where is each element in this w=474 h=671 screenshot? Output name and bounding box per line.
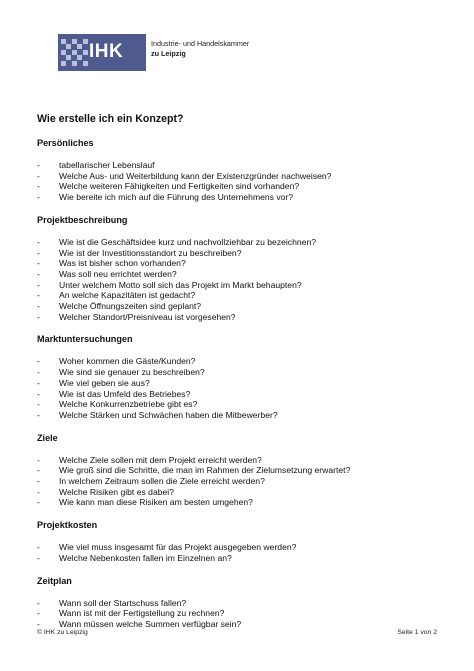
list-item-text: Wie groß sind die Schritte, die man im Rahmen der Zielumsetzung erwartet? xyxy=(59,465,351,476)
logo-line-2: zu Leipzig xyxy=(151,49,186,58)
bullet-dash: - xyxy=(37,476,40,487)
section xyxy=(37,214,447,323)
list-item xyxy=(37,378,447,389)
list-item xyxy=(37,455,447,466)
list-item-text: Wie viel muss insgesamt für das Projekt ausgegeben werden? xyxy=(59,542,297,553)
list-item-text: Welche Konkurrenzbetriebe gibt es? xyxy=(59,399,198,410)
list-item xyxy=(37,301,447,312)
list-item xyxy=(37,269,447,280)
list-item xyxy=(37,399,447,410)
bullet-dash: - xyxy=(37,388,40,399)
bullet-dash: - xyxy=(37,356,40,367)
list-item-text: Wann soll der Startschuss fallen? xyxy=(59,597,187,608)
list-item-text: Welche weiteren Fähigkeiten und Fertigkeiten sind vorhanden? xyxy=(59,181,300,192)
list-item xyxy=(37,312,447,323)
list-item-text: Welcher Standort/Preisniveau ist vorgesehen? xyxy=(59,311,236,322)
bullet-dash: - xyxy=(37,247,40,258)
bullet-list xyxy=(37,598,447,630)
list-item xyxy=(37,258,447,269)
list-item-text: Welche Aus- und Weiterbildung kann der Existenzgründer nachweisen? xyxy=(59,170,332,181)
ihk-logo-mark xyxy=(58,34,146,71)
list-item xyxy=(37,280,447,291)
bullet-dash: - xyxy=(37,454,40,465)
section-heading: Marktuntersuchungen xyxy=(37,334,133,345)
section xyxy=(37,432,447,509)
bullet-list xyxy=(37,237,447,323)
list-item xyxy=(37,248,447,259)
list-item xyxy=(37,497,447,508)
bullet-dash: - xyxy=(37,465,40,476)
list-item-text: Was ist bisher schon vorhanden? xyxy=(59,258,186,269)
list-item-text: Wann müssen welche Summen verfügbar sein? xyxy=(59,618,242,629)
list-item xyxy=(37,389,447,400)
bullet-dash: - xyxy=(37,192,40,203)
list-item-text: In welchem Zeitraum sollen die Ziele erreicht werden? xyxy=(59,476,265,487)
list-item-text: Wie ist das Umfeld des Betriebes? xyxy=(59,388,191,399)
list-item-text: Wie kann man diese Risiken am besten umgehen? xyxy=(59,497,253,508)
bullet-dash: - xyxy=(37,542,40,553)
list-item-text: Wie viel geben sie aus? xyxy=(59,377,150,388)
list-item xyxy=(37,171,447,182)
page-footer xyxy=(37,629,437,636)
bullet-list xyxy=(37,356,447,420)
ihk-logo xyxy=(58,34,258,71)
bullet-dash: - xyxy=(37,618,40,629)
bullet-list xyxy=(37,160,447,203)
list-item-text: Wann ist mit der Fertigstellung zu rechnen? xyxy=(59,608,225,619)
bullet-dash: - xyxy=(37,486,40,497)
list-item-text: Unter welchem Motto soll sich das Projekt im Markt behaupten? xyxy=(59,279,302,290)
bullet-dash: - xyxy=(37,258,40,269)
document-body xyxy=(37,112,447,630)
list-item xyxy=(37,608,447,619)
bullet-dash: - xyxy=(37,597,40,608)
bullet-dash: - xyxy=(37,399,40,410)
bullet-dash: - xyxy=(37,367,40,378)
section xyxy=(37,519,447,563)
list-item xyxy=(37,465,447,476)
bullet-dash: - xyxy=(37,377,40,388)
list-item xyxy=(37,410,447,421)
bullet-dash: - xyxy=(37,268,40,279)
section-heading: Zeitplan xyxy=(37,575,72,586)
list-item-text: Wie ist die Geschäftsidee kurz und nachvollziehbar zu bezeichnen? xyxy=(59,236,317,247)
footer-page-number: Seite 1 von 2 xyxy=(397,629,437,636)
list-item xyxy=(37,598,447,609)
list-item-text: An welche Kapazitäten ist gedacht? xyxy=(59,290,196,301)
list-item xyxy=(37,356,447,367)
bullet-dash: - xyxy=(37,236,40,247)
bullet-dash: - xyxy=(37,409,40,420)
section-heading: Projektkosten xyxy=(37,520,98,531)
bullet-dash: - xyxy=(37,552,40,563)
section xyxy=(37,575,447,630)
list-item-text: Was soll neu errichtet werden? xyxy=(59,268,177,279)
footer-copyright: © IHK zu Leipzig xyxy=(37,629,88,636)
list-item xyxy=(37,476,447,487)
section xyxy=(37,333,447,420)
list-item xyxy=(37,290,447,301)
list-item xyxy=(37,192,447,203)
list-item-text: Welche Öffnungszeiten sind geplant? xyxy=(59,301,202,312)
logo-organization-name xyxy=(151,39,249,59)
bullet-list xyxy=(37,542,447,563)
section-heading: Projektbeschreibung xyxy=(37,214,128,225)
logo-line-1: Industrie- und Handelskammer xyxy=(151,39,250,48)
logo-wordmark: IHK xyxy=(89,41,124,62)
list-item-text: Welche Nebenkosten fallen im Einzelnen an? xyxy=(59,552,232,563)
bullet-dash: - xyxy=(37,608,40,619)
bullet-dash: - xyxy=(37,170,40,181)
list-item-text: Wie ist der Investitionsstandort zu beschreiben? xyxy=(59,247,242,258)
list-item xyxy=(37,553,447,564)
list-item-text: Welche Stärken und Schwächen haben die Mitbewerber? xyxy=(59,409,278,420)
list-item xyxy=(37,160,447,171)
bullet-dash: - xyxy=(37,279,40,290)
bullet-dash: - xyxy=(37,160,40,170)
bullet-dash: - xyxy=(37,311,40,322)
document-title: Wie erstelle ich ein Konzept? xyxy=(37,113,184,125)
section xyxy=(37,137,447,203)
bullet-dash: - xyxy=(37,290,40,301)
list-item xyxy=(37,487,447,498)
list-item-text: Welche Ziele sollen mit dem Projekt erreicht werden? xyxy=(59,454,262,465)
list-item xyxy=(37,542,447,553)
logo-grid-icon xyxy=(61,39,88,66)
list-item xyxy=(37,367,447,378)
list-item-text: Wie bereite ich mich auf die Führung des Unternehmens vor? xyxy=(59,192,294,203)
section-heading: Persönliches xyxy=(37,138,94,148)
bullet-list xyxy=(37,455,447,509)
list-item-text: Welche Risiken gibt es dabei? xyxy=(59,486,174,497)
list-item-text: Wie sind sie genauer zu beschreiben? xyxy=(59,367,205,378)
bullet-dash: - xyxy=(37,497,40,508)
section-heading: Ziele xyxy=(37,432,58,443)
list-item xyxy=(37,181,447,192)
list-item-text: tabellarischer Lebenslauf xyxy=(59,160,155,170)
list-item-text: Woher kommen die Gäste/Kunden? xyxy=(59,356,196,367)
bullet-dash: - xyxy=(37,301,40,312)
list-item xyxy=(37,237,447,248)
bullet-dash: - xyxy=(37,181,40,192)
